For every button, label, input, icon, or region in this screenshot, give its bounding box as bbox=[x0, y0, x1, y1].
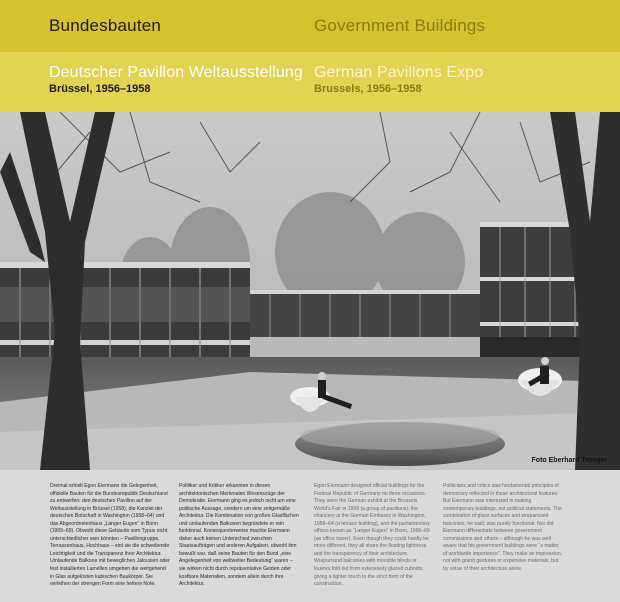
page-title-german: Deutscher Pavillon Weltausstellung bbox=[49, 64, 303, 81]
section-title-english: Government Buildings bbox=[314, 16, 486, 35]
pavilion-photo bbox=[0, 112, 620, 470]
subtitle-english: Brussels, 1956–1958 bbox=[314, 83, 422, 95]
pavilion-photo-illustration bbox=[0, 112, 620, 470]
subtitle-german: Brüssel, 1956–1958 bbox=[49, 83, 151, 95]
body-text-area bbox=[0, 470, 620, 602]
page-title-english: German Pavillons Expo bbox=[314, 64, 484, 81]
photo-credit: Foto Eberhard Troeger bbox=[531, 457, 607, 464]
header-band bbox=[0, 0, 620, 52]
section-title-german: Bundesbauten bbox=[49, 16, 162, 35]
body-text-german-2: Politiker und Kritiker erkannten in diesen architektonischen Merkmalen Wesenszüge der Demokratie. Eiermann ging es jedoch nicht um eine politische Aussage, sondern um eine zeitgemäße Architektur. Die Kombination von großen Glasflächen und umlaufenden Balkonen begründete er rein funktional. Konsequenterweise machte Eiermann daher auch keinen Unterschied zwischen Staatsaufträgen und anderen Aufgaben, obwohl ihm bewußt war, daß seine Bauten für den Bund „eine Angelegenheit von weltweiter Bedeutung“ waren – sie wirken nicht durch repräsentative Gesten oder kostbare Materialien, sondern allein durch ihre Architektur. bbox=[179, 483, 299, 588]
body-text-german-1: Dreimal erhielt Egon Eiermann die Gelegenheit, offizielle Bauten für die Bundesrepublik Deutschland zu entwerfen: den deutschen Pavillon auf der Weltausstellung in Brüssel (1958), die Kanzlei der deutschen Botschaft in Washington (1958–64) und das Abgeordnetenhaus „Langer Eugen“ in Bonn (1965–69). Obwohl diese Gebäude vom Typus nicht unterschiedlicher sein könnten – Pavillongruppe, Terrassenhaus, Hochhaus – eint sie die schwebende Leichtigkeit und die Transparenz ihrer Architektur. Umlaufende Balkone mit beweglichen Jalousien oder fest installierten Lamellen umgeben die weitgehend in Glas aufgelösten kubischen Baukörper. Sie verleihen der strengen Form eine heitere Note. bbox=[50, 483, 170, 588]
title-band bbox=[0, 52, 620, 112]
body-text-english-1: Egon Eiermann designed official buildings for the Federal Republic of Germany on three occasions. They were the German exhibit at the Brussels World's Fair in 1958 (a group of pavilions), the chancery at the German Embassy in Washington, 1958–64 (a terrace building), and the parliamentary offices known as “Langer Eugen” in Bonn, 1965–69 (an office tower). Even though they could hardly be more different, they all share the floating lightness and the transparency of their architecture. Wraparound balconies with movable blinds or louvres fold out from extensively glazed cuboids, giving a lighter touch to the strict form of the construction. bbox=[314, 483, 430, 588]
body-text-english-2: Politicians and critics saw fundamental principles of democracy reflected in these architectural features. But Eiermann was interested in making contemporary buildings, not political statements. The combination of glass surfaces and wraparound balconies, he said, was purely functional. Nor did Eiermann differentiate between government commissions and others – although he was well aware that his government buildings were “a matter of worldwide importance”. They make an impression, not with grand gestures or expensive materials, but by virtue of their architecture alone. bbox=[443, 483, 563, 573]
